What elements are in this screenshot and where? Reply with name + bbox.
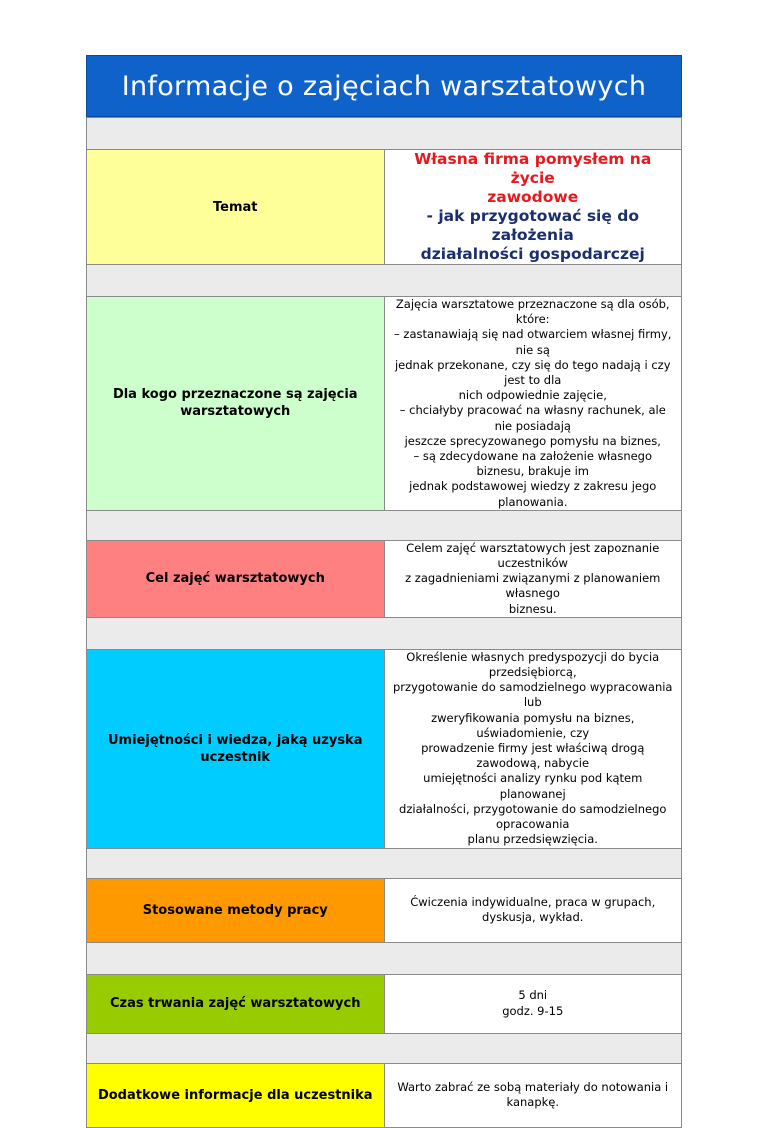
- value-line: Ćwiczenia indywidualne, praca w grupach, dyskusja, wykład.: [410, 894, 656, 924]
- info-table: [86, 117, 682, 1128]
- table-row: [87, 540, 682, 617]
- topic-title-line: zawodowe: [487, 188, 579, 206]
- value-line: nich odpowiednie zajęcie,: [458, 388, 607, 403]
- row-value: [384, 974, 682, 1033]
- row-label-dla-kogo-przeznaczone-sa-zajec: Dla kogo przeznaczone są zajęcia warsztatowych: [87, 297, 385, 511]
- value-line: – zastanawiają się nad otwarciem własnej firmy, nie są: [394, 327, 672, 357]
- row-value: [384, 1063, 682, 1127]
- value-line: jeszcze sprecyzowanego pomysłu na biznes,: [404, 433, 661, 448]
- value-line: planu przedsięwzięcia.: [467, 832, 598, 847]
- spacer-row: [87, 265, 682, 297]
- value-line: Warto zabrać ze sobą materiały do notowania i kanapkę.: [397, 1079, 669, 1109]
- spacer-row: [87, 510, 682, 540]
- value-line: prowadzenie firmy jest właściwą drogą zawodową, nabycie: [421, 741, 645, 771]
- table-row: [87, 878, 682, 942]
- spacer-cell: [87, 617, 682, 649]
- topic-subtitle-line: działalności gospodarczej: [420, 245, 645, 263]
- value-line: – są zdecydowane na założenie własnego biznesu, brakuje im: [413, 449, 653, 479]
- row-label-czas-trwania-zajec-warsztatowy: Czas trwania zajęć warsztatowych: [87, 974, 385, 1033]
- value-line: Zajęcia warsztatowe przeznaczone są dla osób, które:: [395, 297, 670, 327]
- row-label-dodatkowe-informacje-dla-uczes: Dodatkowe informacje dla uczestnika: [87, 1063, 385, 1127]
- row-value: [384, 649, 682, 848]
- value-line: działalności, przygotowanie do samodzielnego opracowania: [399, 801, 667, 832]
- row-value: [384, 540, 682, 617]
- value-line: 5 dni: [518, 988, 548, 1003]
- topic-subtitle-line: - jak przygotować się do założenia: [426, 207, 640, 244]
- spacer-cell: [87, 942, 682, 974]
- row-value: [384, 878, 682, 942]
- row-value: [384, 150, 682, 265]
- value-line: zweryfikowania pomysłu na biznes, uświadomienie, czy: [431, 710, 635, 740]
- value-line: godz. 9-15: [502, 1003, 564, 1018]
- value-line: jednak podstawowej wiedzy z zakresu jego planowania.: [409, 479, 657, 509]
- table-row: [87, 1063, 682, 1127]
- value-line: Celem zajęć warsztatowych jest zapoznanie uczestników: [406, 540, 660, 571]
- value-line: jednak przekonane, czy się do tego nadają i czy jest to dla: [394, 357, 671, 388]
- row-value: [384, 297, 682, 511]
- spacer-row: [87, 1033, 682, 1063]
- value-line: umiejętności analizy rynku pod kątem planowanej: [423, 771, 643, 801]
- row-label-stosowane-metody-pracy: Stosowane metody pracy: [87, 878, 385, 942]
- value-line: – chciałyby pracować na własny rachunek, ale nie posiadają: [399, 403, 666, 433]
- row-label-temat: Temat: [87, 150, 385, 265]
- spacer-cell: [87, 1033, 682, 1063]
- value-line: biznesu.: [508, 601, 557, 616]
- page-title: Informacje o zajęciach warsztatowych: [121, 70, 647, 102]
- row-label-cel-zajec-warsztatowych: Cel zajęć warsztatowych: [87, 540, 385, 617]
- value-line: Określenie własnych predyspozycji do bycia przedsiębiorcą,: [406, 649, 660, 680]
- info-document: [86, 55, 682, 1128]
- value-line: z zagadnieniami związanymi z planowaniem własnego: [405, 571, 661, 601]
- table-row: [87, 150, 682, 265]
- table-row: [87, 297, 682, 511]
- table-row: [87, 974, 682, 1033]
- spacer-row: [87, 617, 682, 649]
- spacer-row: [87, 118, 682, 150]
- spacer-row: [87, 848, 682, 878]
- row-label-umiejetnosci-i-wiedza-jaka-uzy: Umiejętności i wiedza, jaką uzyska uczestnik: [87, 649, 385, 848]
- topic-title-line: Własna firma pomysłem na życie: [414, 150, 652, 187]
- value-line: przygotowanie do samodzielnego wypracowania lub: [393, 680, 673, 710]
- spacer-cell: [87, 118, 682, 150]
- title-bar: [86, 55, 682, 117]
- spacer-cell: [87, 265, 682, 297]
- spacer-cell: [87, 510, 682, 540]
- table-row: [87, 649, 682, 848]
- spacer-row: [87, 942, 682, 974]
- spacer-cell: [87, 848, 682, 878]
